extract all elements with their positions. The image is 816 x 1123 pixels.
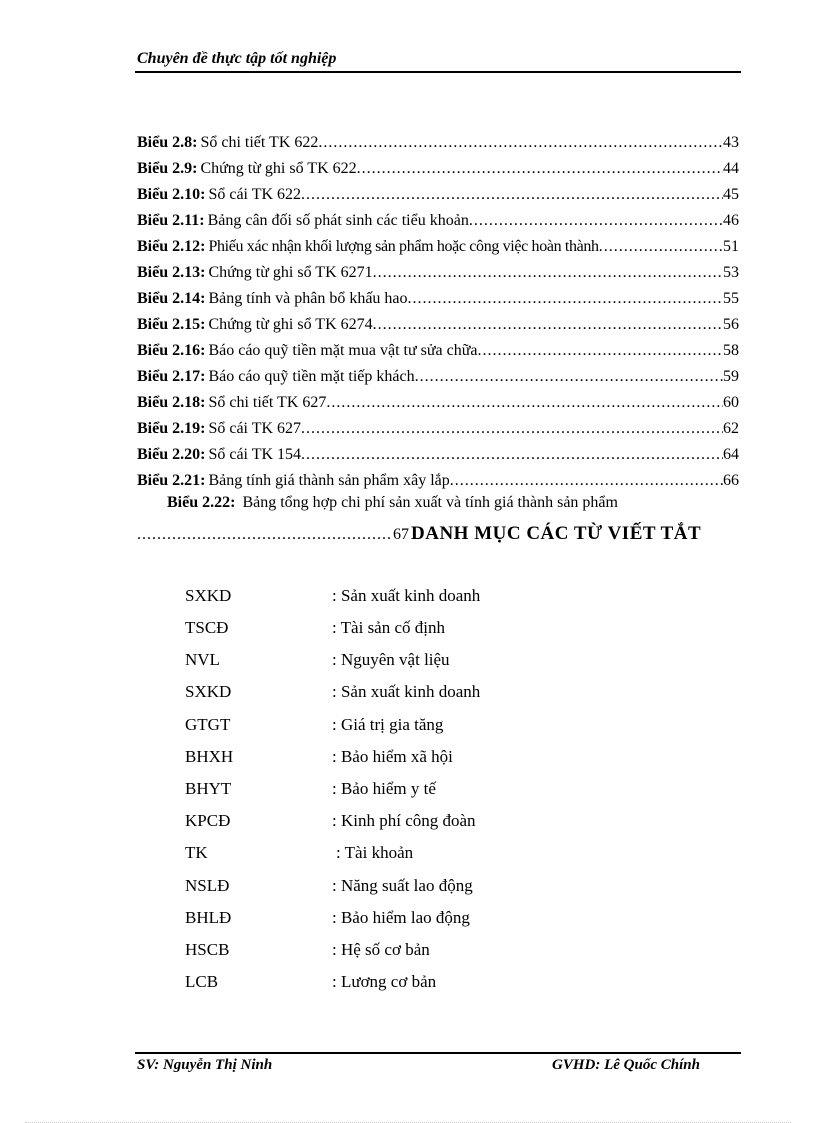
- toc-item-title: Sổ cái TK 154: [208, 446, 302, 463]
- abbreviation-definition: : Hệ số cơ bản: [332, 940, 430, 959]
- abbreviation-definition: : Nguyên vật liệu: [332, 650, 450, 669]
- toc-item: [137, 368, 739, 390]
- toc-leader-dots: [301, 186, 723, 204]
- toc-leader-dots: [137, 526, 393, 544]
- abbreviation-definition: : Lương cơ bản: [332, 972, 437, 991]
- toc-item-title: Phiếu xác nhận khối lượng sản phẩm hoặc công việc hoàn thành: [208, 238, 599, 255]
- toc-item-label: Biểu 2.20:: [137, 446, 206, 463]
- abbreviation-definition: : Bảo hiểm lao động: [332, 908, 470, 927]
- toc-item-page: 66: [723, 472, 739, 489]
- toc-item-label: Biểu 2.11:: [137, 212, 205, 229]
- toc-item: [137, 342, 739, 364]
- toc-item-page: 67: [393, 526, 409, 543]
- toc-item-title: Bảng tính và phân bổ khấu hao: [208, 290, 408, 307]
- toc-item-page: 60: [723, 394, 739, 411]
- toc-leader-dots: [469, 212, 723, 230]
- toc-item: [137, 186, 739, 208]
- footer-advisor: GVHD: Lê Quốc Chính: [552, 1057, 700, 1073]
- abbreviation-definition: : Sản xuất kinh doanh: [332, 586, 481, 605]
- toc-item-title: Chứng từ ghi sổ TK 6271: [208, 264, 373, 281]
- abbreviation-definition: : Tài sản cố định: [332, 618, 445, 637]
- toc-item-label: Biểu 2.18:: [137, 394, 206, 411]
- toc-item-page: 64: [723, 446, 739, 463]
- abbreviation-code: TK: [185, 843, 208, 862]
- toc-leader-dots: [301, 446, 723, 464]
- toc-item-label: Biểu 2.15:: [137, 316, 206, 333]
- abbreviation-definition: : Tài khoản: [336, 843, 414, 862]
- toc-item-label: Biểu 2.19:: [137, 420, 206, 437]
- abbreviation-definition: : Kinh phí công đoàn: [332, 811, 476, 830]
- toc-item: [137, 160, 739, 182]
- toc-item: [137, 446, 739, 468]
- abbreviation-code: SXKD: [185, 586, 232, 605]
- toc-item-page: 45: [723, 186, 739, 203]
- toc-item-label: Biểu 2.16:: [137, 342, 206, 359]
- toc-item-page: 55: [723, 290, 739, 307]
- toc-leader-dots: [478, 342, 724, 360]
- abbreviation-definition: : Bảo hiểm y tế: [332, 779, 436, 798]
- abbreviation-code: TSCĐ: [185, 618, 229, 637]
- toc-item-label: Biểu 2.14:: [137, 290, 206, 307]
- abbreviation-definition: : Giá trị gia tăng: [332, 715, 444, 734]
- toc-item-page: 51: [723, 238, 739, 255]
- abbreviation-definition: : Năng suất lao động: [332, 876, 473, 895]
- toc-item: [137, 316, 739, 338]
- header-title: Chuyên đề thực tập tốt nghiệp: [137, 50, 337, 67]
- toc-item-title: Báo cáo quỹ tiền mặt mua vật tư sửa chữa: [208, 342, 478, 359]
- toc-item-title: Báo cáo quỹ tiền mặt tiếp khách: [208, 368, 415, 385]
- toc-item: [137, 472, 739, 494]
- abbreviation-definition: : Bảo hiểm xã hội: [332, 747, 453, 766]
- toc-item-title: Chứng từ ghi sổ TK 6274: [208, 316, 373, 333]
- toc-item-title: Sổ chi tiết TK 622: [200, 134, 319, 151]
- toc-leader-dots: [415, 368, 723, 386]
- section-heading: DANH MỤC CÁC TỪ VIẾT TẮT: [411, 523, 702, 544]
- toc-leader-dots: [301, 420, 723, 438]
- abbreviation-code: SXKD: [185, 682, 232, 701]
- abbreviation-code: BHYT: [185, 779, 232, 798]
- toc-item-label: Biểu 2.21:: [137, 472, 206, 489]
- toc-leader-dots: [326, 394, 723, 412]
- toc-item-label: Biểu 2.13:: [137, 264, 206, 281]
- toc-item-title: Sổ cái TK 622: [208, 186, 302, 203]
- abbreviation-code: BHLĐ: [185, 908, 232, 927]
- toc-item-title: Bảng tổng hợp chi phí sản xuất và tính giá thành sản phẩm: [242, 494, 618, 511]
- abbreviation-definition: : Sản xuất kinh doanh: [332, 682, 481, 701]
- toc-item-title: Bảng tính giá thành sản phẩm xây lắp: [208, 472, 450, 489]
- toc-item-page: 59: [723, 368, 739, 385]
- toc-item: [137, 134, 739, 156]
- toc-item: [137, 264, 739, 286]
- abbreviation-code: NVL: [185, 650, 220, 669]
- toc-item-label: Biểu 2.12:: [137, 238, 206, 255]
- abbreviation-code: LCB: [185, 972, 219, 991]
- toc-item-continuation: [137, 523, 739, 545]
- toc-item-page: 56: [723, 316, 739, 333]
- toc-item-label: Biểu 2.9:: [137, 160, 198, 177]
- abbreviation-code: BHXH: [185, 747, 234, 766]
- toc-item-title: Sổ cái TK 627: [208, 420, 302, 437]
- toc-item-title: Bảng cân đối số phát sinh các tiểu khoản: [207, 212, 469, 229]
- toc-item-title: Chứng từ ghi sổ TK 622: [200, 160, 357, 177]
- toc-item-label: Biểu 2.17:: [137, 368, 206, 385]
- toc-leader-dots: [408, 290, 723, 308]
- toc-item-label: Biểu 2.10:: [137, 186, 206, 203]
- header-rule: [135, 71, 741, 73]
- toc-leader-dots: [373, 264, 723, 282]
- toc-item-title: Sổ chi tiết TK 627: [208, 394, 327, 411]
- toc-item-page: 62: [723, 420, 739, 437]
- toc-item-page: 43: [723, 134, 739, 151]
- toc-leader-dots: [357, 160, 723, 178]
- toc-item-wrapped: [167, 494, 618, 512]
- abbreviation-code: HSCB: [185, 940, 230, 959]
- toc-item-page: 58: [723, 342, 739, 359]
- toc-item-label: Biểu 2.8:: [137, 134, 198, 151]
- toc-leader-dots: [450, 472, 723, 490]
- toc-item-label: Biểu 2.22:: [167, 494, 236, 511]
- toc-leader-dots: [318, 134, 723, 152]
- toc-item-page: 44: [723, 160, 739, 177]
- toc-item: [137, 290, 739, 312]
- toc-item: [137, 394, 739, 416]
- footer-student: SV: Nguyễn Thị Ninh: [137, 1057, 273, 1073]
- toc-leader-dots: [373, 316, 723, 334]
- toc-item-page: 46: [723, 212, 739, 229]
- abbreviation-code: NSLĐ: [185, 876, 230, 895]
- toc-item: [137, 212, 739, 234]
- footer-rule: [135, 1052, 741, 1054]
- abbreviation-code: KPCĐ: [185, 811, 231, 830]
- toc-item: [137, 420, 739, 442]
- toc-leader-dots: [599, 238, 723, 256]
- toc-item-page: 53: [723, 264, 739, 281]
- abbreviation-code: GTGT: [185, 715, 231, 734]
- toc-item: [137, 238, 739, 260]
